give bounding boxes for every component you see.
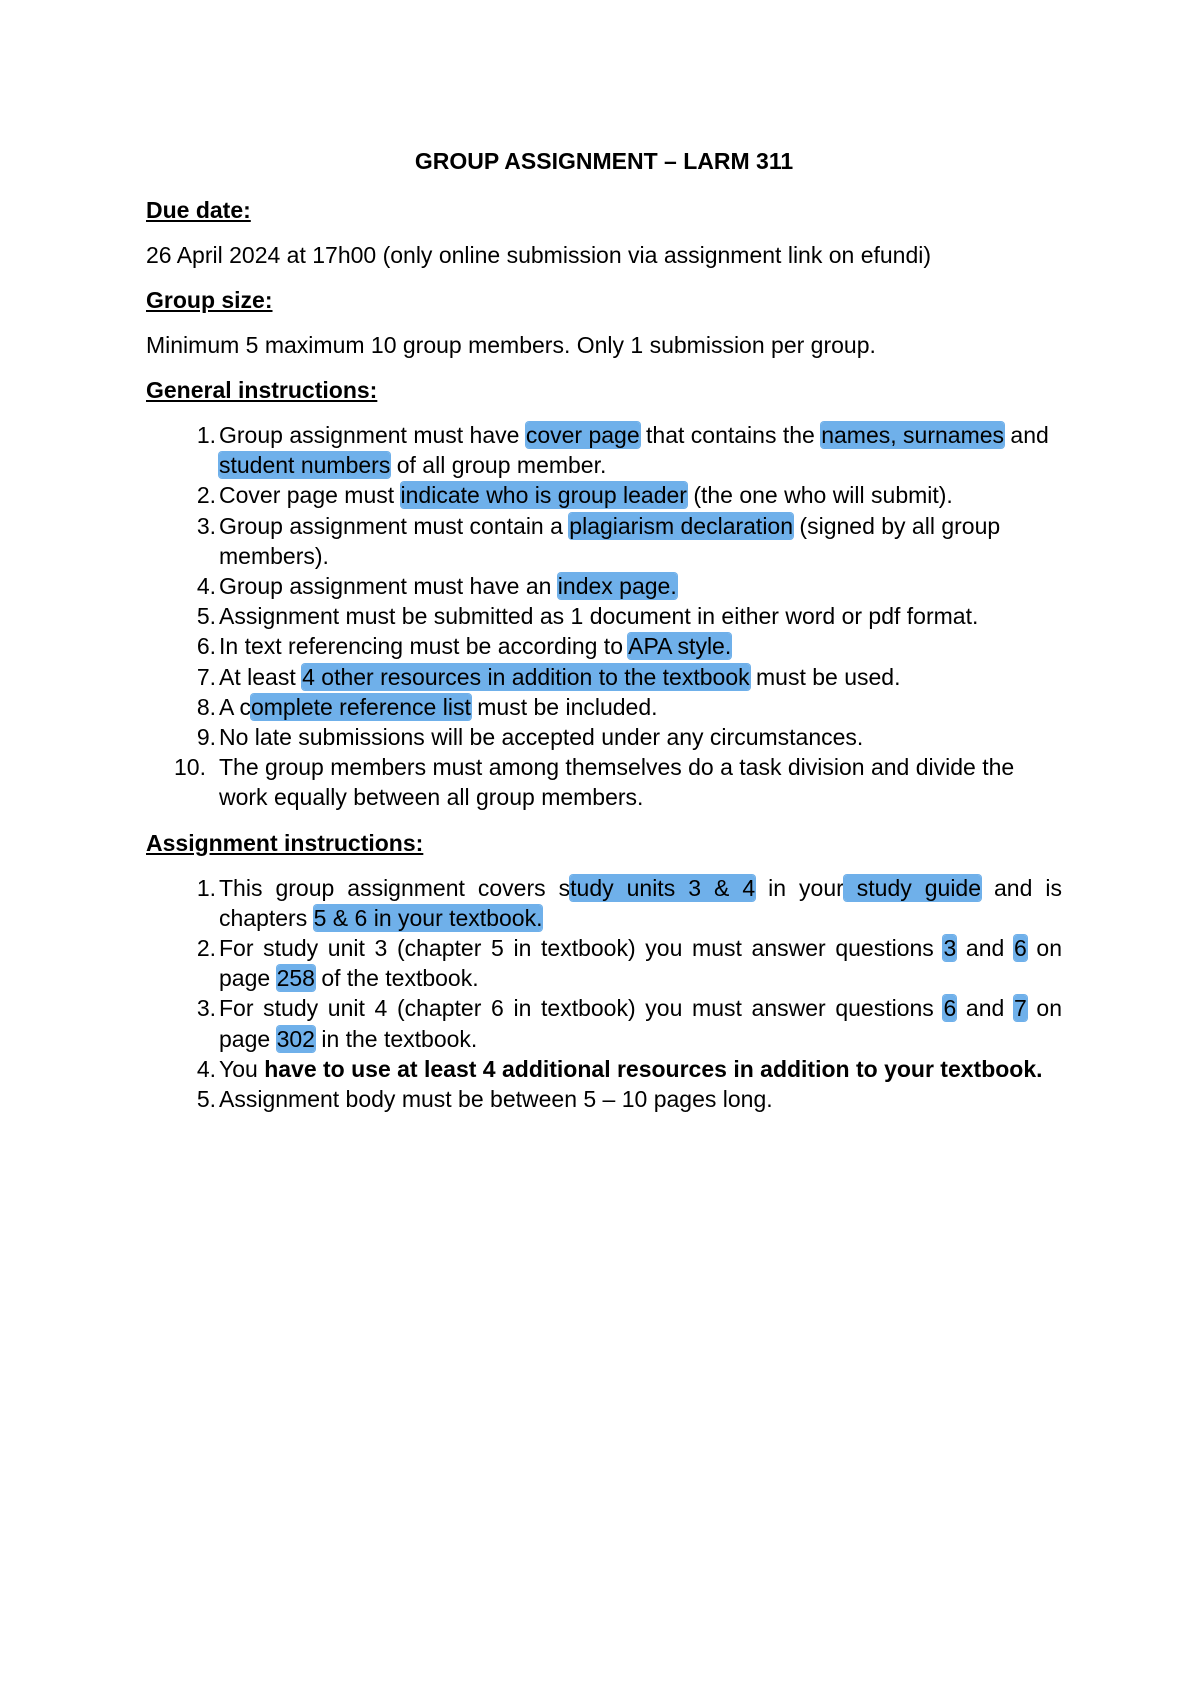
list-item xyxy=(146,511,1062,571)
list-item-text: Cover page must xyxy=(219,482,401,509)
highlighted-text: index page. xyxy=(557,573,677,600)
list-item xyxy=(146,993,1062,1053)
list-item-text: Assignment must be submitted as 1 document in either word or pdf format. xyxy=(219,603,979,630)
list-item-text: on page xyxy=(219,935,1062,992)
list-item-text: of all group member. xyxy=(390,452,607,479)
list-item xyxy=(146,752,1062,812)
list-item xyxy=(146,933,1062,993)
list-item-text: Group assignment must contain a xyxy=(219,512,570,539)
list-item-text: (signed by all group members). xyxy=(219,512,1001,569)
list-item xyxy=(146,1054,1062,1084)
highlighted-text: APA style. xyxy=(628,633,732,660)
highlighted-text: 302 xyxy=(276,1025,315,1052)
list-item xyxy=(146,601,1062,631)
highlighted-text: 7 xyxy=(1013,995,1027,1022)
highlighted-text: names, surnames xyxy=(821,422,1005,448)
list-item-text: In text referencing must be according to xyxy=(219,633,629,660)
list-item-text: and xyxy=(956,995,1014,1022)
due-date-text: 26 April 2024 at 17h00 (only online submission via assignment link on efundi) xyxy=(146,242,932,268)
list-item-number: 4. xyxy=(196,573,216,600)
group-size-text: Minimum 5 maximum 10 group members. Only 1 submission per group. xyxy=(146,332,876,358)
list-item xyxy=(146,662,1062,692)
list-item-number: 2. xyxy=(196,935,216,962)
list-item-number: 5. xyxy=(196,1086,216,1113)
highlighted-text: student numbers xyxy=(219,452,391,479)
list-item-text: For study unit 4 (chapter 6 in textbook) you must answer questions xyxy=(219,995,944,1022)
assignment-instructions-heading: Assignment instructions: xyxy=(146,829,424,856)
list-item-text: Group assignment must have an xyxy=(219,573,558,600)
list-item-text: At least xyxy=(219,663,303,690)
list-item-text: For study unit 3 (chapter 5 in textbook) you must answer questions xyxy=(219,935,944,962)
highlighted-text: study guide xyxy=(843,874,982,901)
highlighted-text: 6 xyxy=(943,995,957,1022)
group-size-heading: Group size: xyxy=(146,287,273,313)
list-item-number: 3. xyxy=(196,512,216,539)
list-item-text: You xyxy=(219,1055,265,1082)
document-title: GROUP ASSIGNMENT – LARM 311 xyxy=(414,148,794,174)
list-item-number: 2. xyxy=(196,482,216,509)
list-item-text: in the textbook. xyxy=(314,1025,478,1052)
list-item-text: The group members must among themselves do a task division and divide the work equally between all group members. xyxy=(219,754,1015,811)
general-instructions-list xyxy=(146,420,1062,813)
list-item-text: must be included. xyxy=(470,693,658,720)
list-item-number: 9. xyxy=(196,724,216,751)
highlighted-text: plagiarism declaration xyxy=(569,512,794,539)
list-item-text: of the textbook. xyxy=(314,965,479,992)
highlighted-text: omplete reference list xyxy=(250,693,471,720)
highlighted-text: 4 other resources in addition to the textbook xyxy=(302,663,750,690)
list-item-text: and xyxy=(1004,422,1049,448)
list-item-number: 4. xyxy=(196,1055,216,1082)
list-item-text: A c xyxy=(219,693,251,720)
highlighted-text: 6 xyxy=(1013,935,1027,962)
highlighted-text: 258 xyxy=(276,965,315,992)
list-item-number: 6. xyxy=(196,633,216,660)
bold-text: have to use at least 4 additional resources in addition to your textbook. xyxy=(264,1055,1043,1082)
list-item xyxy=(146,873,1062,933)
list-item xyxy=(146,722,1062,752)
list-item-number: 1. xyxy=(196,874,216,901)
list-item xyxy=(146,571,1062,601)
list-item-text: Assignment body must be between 5 – 10 pages long. xyxy=(219,1086,773,1113)
list-item-text: that contains the xyxy=(639,422,822,448)
list-item-number: 10. xyxy=(174,754,206,781)
highlighted-text: tudy units 3 & 4 xyxy=(570,874,756,901)
list-item-number: 7. xyxy=(196,663,216,690)
highlighted-text: 3 xyxy=(943,935,957,962)
list-item-text: and is chapters xyxy=(219,874,1062,931)
list-item-text: must be used. xyxy=(749,663,901,690)
list-item xyxy=(146,631,1062,661)
list-item-text: on page xyxy=(219,995,1062,1052)
list-item-text: This group assignment covers s xyxy=(219,874,571,901)
due-date-heading: Due date: xyxy=(146,197,251,223)
list-item xyxy=(146,692,1062,722)
list-item-text: in your xyxy=(755,874,844,901)
list-item xyxy=(146,480,1062,510)
list-item-text: Group assignment must have xyxy=(219,422,526,448)
list-item-text: (the one who will submit). xyxy=(686,482,953,509)
highlighted-text: cover page xyxy=(525,422,640,448)
highlighted-text: 5 & 6 in your textbook. xyxy=(313,904,543,931)
list-item-text: No late submissions will be accepted under any circumstances. xyxy=(219,724,864,751)
assignment-instructions-list xyxy=(146,873,1062,1115)
list-item xyxy=(146,420,1062,480)
list-item-text: and xyxy=(956,935,1014,962)
list-item-number: 5. xyxy=(196,603,216,630)
list-item-number: 3. xyxy=(196,995,216,1022)
list-item-number: 1. xyxy=(196,422,216,448)
list-item xyxy=(146,1084,1062,1114)
general-instructions-heading: General instructions: xyxy=(146,377,378,403)
list-item-number: 8. xyxy=(196,693,216,720)
highlighted-text: indicate who is group leader xyxy=(400,482,687,509)
